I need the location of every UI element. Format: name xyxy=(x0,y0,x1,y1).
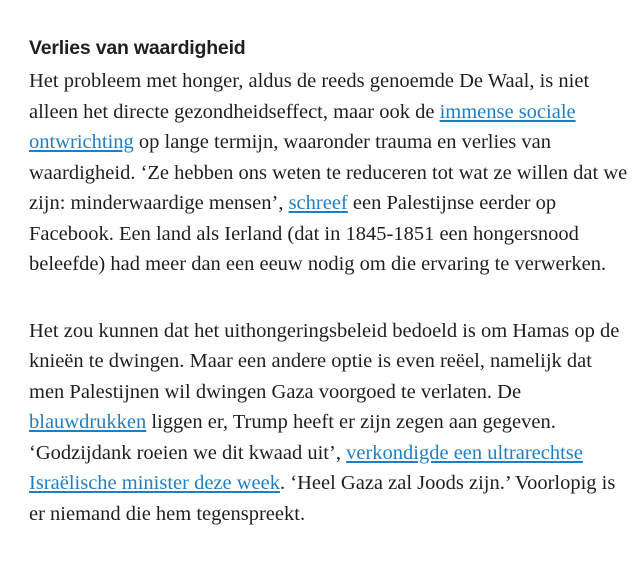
link-verkondigde-minister[interactable]: verkondigde een ultrarechtse Israëlische minister deze week xyxy=(29,441,583,494)
article-body xyxy=(29,36,629,529)
paragraph-1-text-2: op lange termijn, waaronder trauma en verlies van waardigheid. ‘Ze hebben ons weten te reduceren tot wat ze willen dat we zijn: minderwaardige mensen’, xyxy=(29,131,628,214)
paragraph-2-text-2: liggen er, Trump heeft er zijn zegen aan gegeven. ‘Godzijdank roeien we dit kwaad uit’, xyxy=(29,411,556,464)
paragraph-2 xyxy=(29,316,629,530)
link-blauwdrukken[interactable]: blauwdrukken xyxy=(29,411,147,433)
paragraph-2-text-3: . ‘Heel Gaza zal Joods zijn.’ Voorlopig is er niemand die hem tegenspreekt. xyxy=(29,472,616,525)
section-heading: Verlies van waardigheid xyxy=(29,37,246,59)
paragraph-1-text-1: Het probleem met honger, aldus de reeds genoemde De Waal, is niet alleen het directe gezondheidseffect, maar ook de xyxy=(29,70,590,123)
link-immense-sociale-ontwrichting[interactable]: immense sociale ontwrichting xyxy=(29,100,576,153)
paragraph-2-text-1: Het zou kunnen dat het uithongeringsbeleid bedoeld is om Hamas op de knieën te dwingen. Maar een andere optie is even reëel, namelijk dat men Palestijnen wil dwingen Gaza voorgoed te verlaten. De xyxy=(29,319,620,403)
paragraph-1-text-3: een Palestijnse eerder op Facebook. Een land als Ierland (dat in 1845-1851 een hongersnood beleefde) had meer dan een eeuw nodig om die ervaring te verwerken. xyxy=(29,192,607,275)
paragraph-1 xyxy=(29,66,629,280)
link-schreef[interactable]: schreef xyxy=(288,192,348,214)
